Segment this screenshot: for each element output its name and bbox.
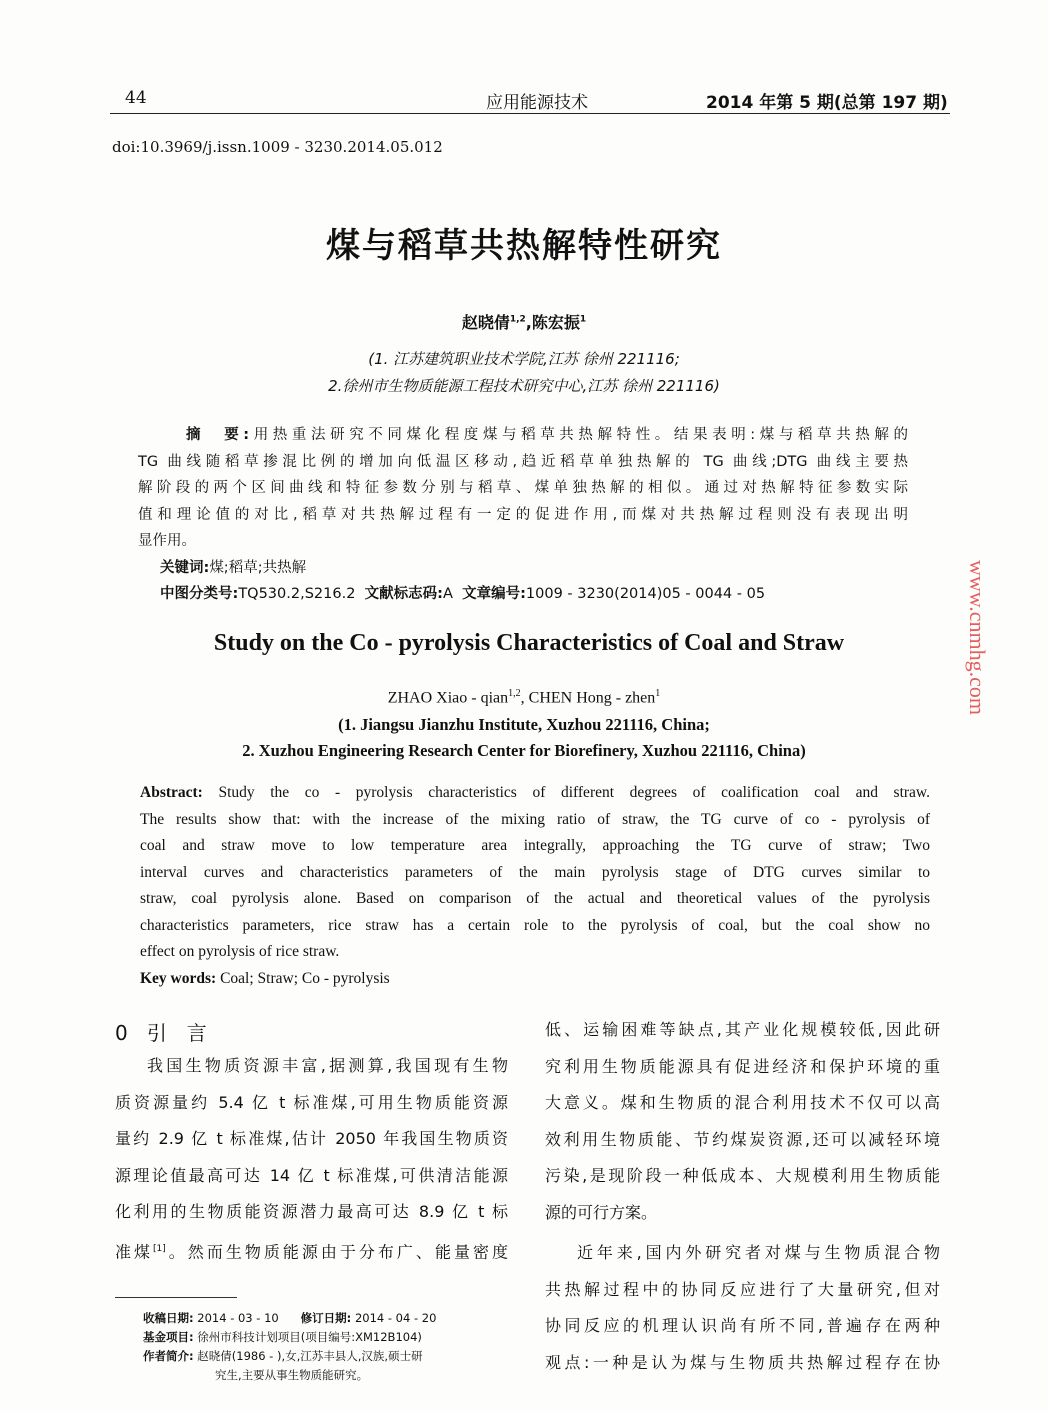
authors-cn: 赵晓倩$^{1,2}$,陈宏振$^1$: [461, 313, 587, 332]
affiliation: (1. 江苏建筑职业技术学院,江苏 徐州 221116;: [368, 350, 680, 368]
section-heading: 0 引 言: [115, 1021, 207, 1045]
watermark: www.cnmhg.com: [965, 560, 990, 715]
right-column: 低、运输困难等缺点,其产业化规模较低,因此研 究利用生物质能源具有促进经济和保护环境的重 大意义。煤和生物质的混合利用技术不仅可以高 效利用生物质能、节约煤炭资源,还可以减轻环境 污染,是现阶段一种低成本、大规模利用生物质能 源的可行方案。 近年来,国内外研究者对煤与生物质混合物 共热解过程中的协同反应进行了大量研究,但对 协同反应的机理认识尚有所不同,普遍存在两种 观点:一种是认为煤与生物质共热解过程存在协: [545, 1020, 940, 1372]
doi: doi:10.3969/j.issn.1009 - 3230.2014.05.012: [112, 138, 443, 156]
footnote-rule: [115, 1297, 237, 1298]
affiliation: 2.徐州市生物质能源工程技术研究中心,江苏 徐州 221116): [328, 377, 720, 395]
header-rule: [110, 113, 950, 114]
title-en: Study on the Co - pyrolysis Characteristics of Coal and Straw: [213, 630, 845, 656]
affiliations-cn: [0, 346, 1048, 400]
affiliations-en: [0, 712, 1048, 764]
authors-en: ZHAO Xiao - qian$^{1,2}$, CHEN Hong - zhen$^1$: [387, 688, 661, 707]
journal-name: 应用能源技术: [486, 93, 588, 113]
abstract-en: Abstract: Study the co - pyrolysis characteristics of different degrees of coalification coal and straw. The results show that: with the increase of the mixing ratio of straw, the TG curve of co - pyrolysis of coal and straw move to low temperature area integrally, approaching the TG curve of straw; Two interval curves and characteristics parameters of the main pyrolysis stage of DTG curves similar to straw, coal pyrolysis alone. Based on comparison of the actual and theoretical values of the pyrolysis characteristics parameters, rice straw has a certain role to the pyrolysis of coal, but the coal show no effect on pyrolysis of rice straw. Key words: Coal; Straw; Co - pyrolysis: [140, 784, 930, 987]
title-cn: 煤与稻草共热解特性研究: [326, 226, 722, 266]
page-number: 44: [125, 88, 147, 108]
affiliation: 2. Xuzhou Engineering Research Center for Biorefinery, Xuzhou 221116, China): [242, 741, 806, 760]
abstract-cn: 摘 要:用热重法研究不同煤化程度煤与稻草共热解特性。结果表明:煤与稻草共热解的 TG 曲线随稻草掺混比例的增加向低温区移动,趋近稻草单独热解的 TG 曲线;DTG 曲线主要热 解阶段的两个区间曲线和特征参数分别与稻草、煤单独热解的相似。通过对热解特征参数实际 值和理论值的对比,稻草对共热解过程有一定的促进作用,而煤对共热解过程则没有表现出明 显作用。 关键词:煤;稻草;共热解 中图分类号:TQ530.2,S216.2 文献标志码:A 文章编号:1009 - 3230(2014)05 - 0044 - 05: [138, 427, 908, 602]
left-column: 我国生物质资源丰富,据测算,我国现有生物 质资源量约 5.4 亿 t 标准煤,可用生物质能资源 量约 2.9 亿 t 标准煤,估计 2050 年我国生物质资 源理论值最高可达 14 亿 t 标准煤,可供清洁能源 化利用的生物质能资源潜力最高可达 8.9 亿 t 标 准煤[1]。然而生物质能源由于分布广、能量密度: [115, 1056, 508, 1261]
affiliation: (1. Jiangsu Jianzhu Institute, Xuzhou 221116, China;: [338, 715, 710, 734]
footnote: 收稿日期: 2014 - 03 - 10 修订日期: 2014 - 04 - 20 基金项目: 徐州市科技计划项目(项目编号:XM12B104) 作者简介: 赵晓倩(1986 - ),女,江苏丰县人,汉族,硕士研 究生,主要从事生物质能研究。: [143, 1311, 437, 1382]
issue-info: 2014 年第 5 期(总第 197 期): [706, 93, 948, 113]
